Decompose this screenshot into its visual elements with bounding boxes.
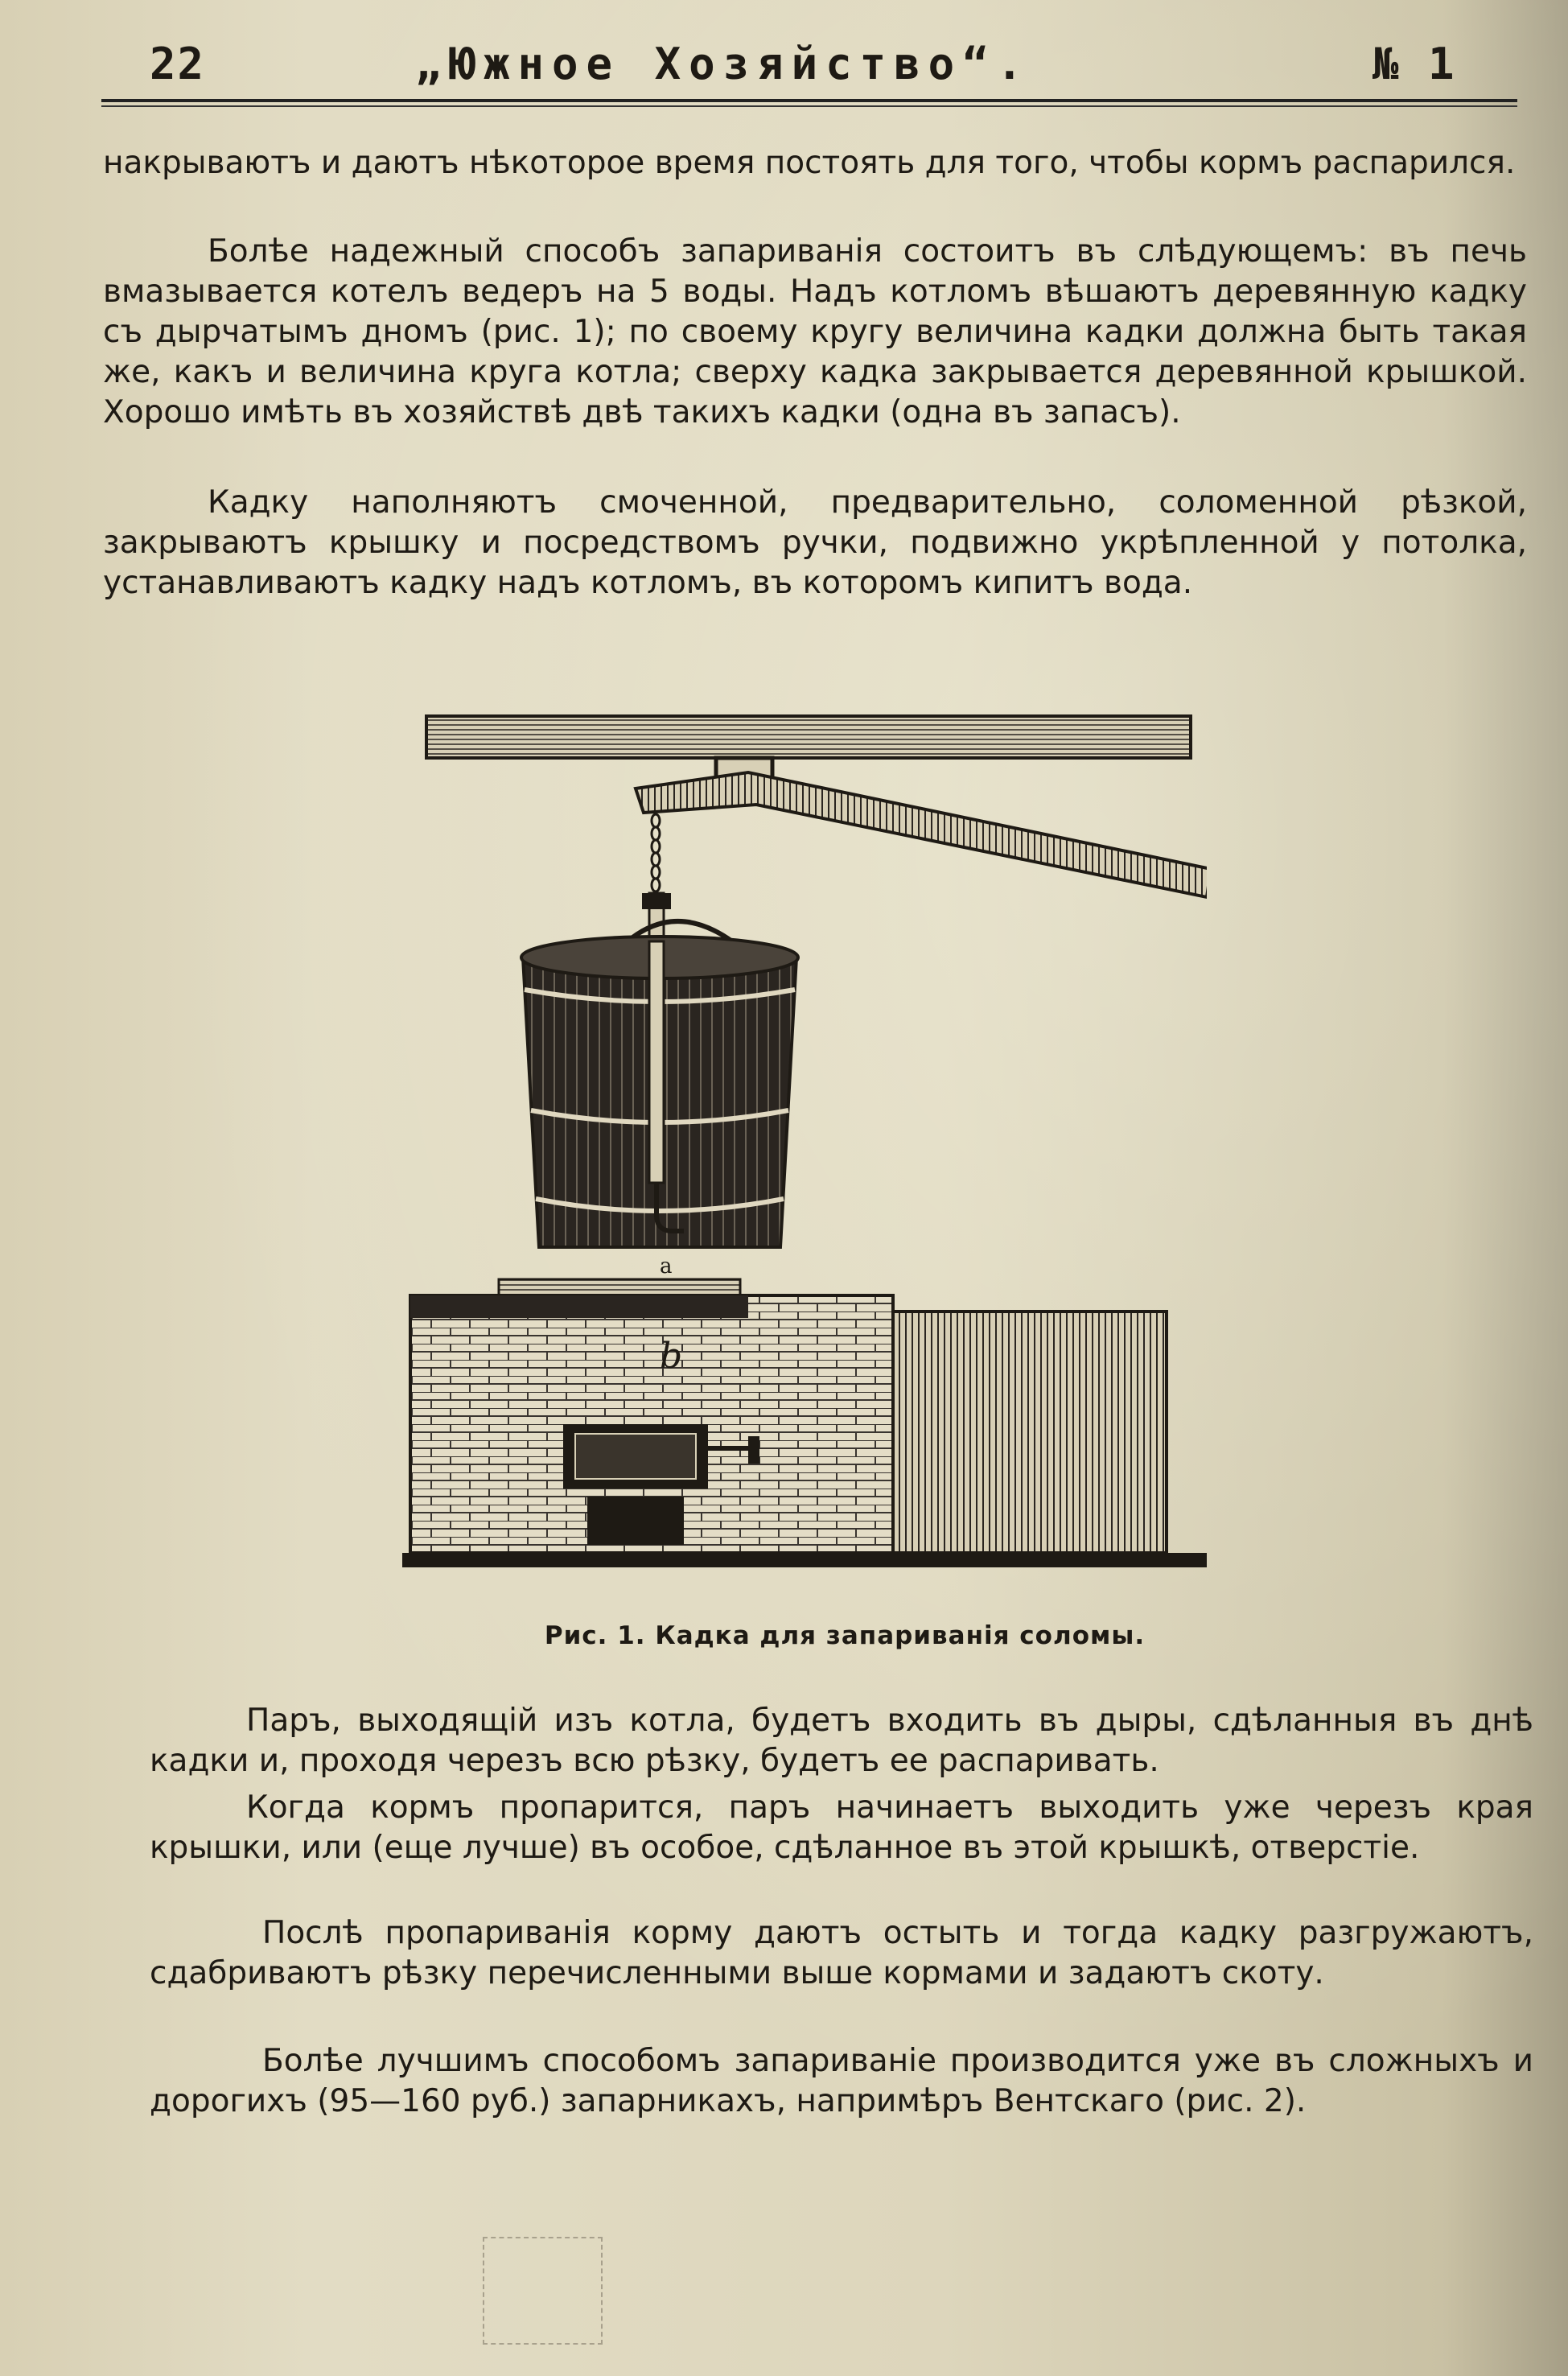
paragraph-4: Паръ, выходящій изъ котла, будетъ входить въ дыры, сдѣланныя въ днѣ кадки и, проходя черезъ всю рѣзку, будетъ ее распаривать. xyxy=(150,1703,1533,1779)
ash-pit xyxy=(587,1497,684,1545)
paragraph-6: Послѣ пропариванія корму даютъ остыть и тогда кадку разгружаютъ, сдабриваютъ рѣзку перечисленными выше кормами и задаютъ скоту. xyxy=(150,1915,1533,1991)
running-header xyxy=(101,32,1517,97)
stove-side xyxy=(893,1312,1167,1553)
stove-top-shade xyxy=(410,1295,748,1318)
journal-title: „Южное Хозяйство“. xyxy=(415,39,1031,89)
paragraph-1: накрываютъ и даютъ нѣкоторое время постоять для того, чтобы кормъ распарился. xyxy=(103,145,1516,181)
chain xyxy=(652,814,660,892)
figure-steaming-tub xyxy=(402,700,1207,1593)
floor xyxy=(402,1553,1207,1567)
issue-number: № 1 xyxy=(1373,39,1456,89)
paragraph-5: Когда кормъ пропарится, паръ начинаетъ выходить уже черезъ края крышки, или (еще лучше) въ особое, сдѣланное въ этой крышкѣ, отверстіе. xyxy=(150,1789,1533,1866)
kettle-rim xyxy=(499,1279,740,1295)
page-number: 22 xyxy=(150,39,206,89)
figure-label-b: b xyxy=(660,1336,683,1377)
paragraph-7: Болѣе лучшимъ способомъ запариваніе производится уже въ сложныхъ и дорогихъ (95—160 руб.) запарникахъ, напримѣръ Вентскаго (рис. 2). xyxy=(150,2043,1533,2119)
figure-caption: Рис. 1. Кадка для запариванія соломы. xyxy=(544,1621,1146,1650)
library-stamp xyxy=(483,2237,603,2345)
ceiling-beam xyxy=(426,716,1191,758)
header-rule-thick xyxy=(101,99,1517,102)
figure-label-a: a xyxy=(660,1254,673,1279)
paragraph-2: Болѣе надежный способъ запариванія состоитъ въ слѣдующемъ: въ печь вмазывается котелъ ведеръ на 5 воды. Надъ котломъ вѣшаютъ деревянную кадку съ дырчатымъ дномъ (рис. 1); по своему кругу величина кадки должна быть такая же, какъ и величина круга котла; сверху кадка закрывается деревянной крышкой. Хорошо имѣть въ хозяйствѣ двѣ такихъ кадки (одна въ запасъ). xyxy=(103,233,1527,430)
lever-handle xyxy=(636,772,1207,897)
paragraph-3: Кадку наполняютъ смоченной, предварительно, соломенной рѣзкой, закрываютъ крышку и посредствомъ ручки, подвижно укрѣпленной у потолка, устанавливаютъ кадку надъ котломъ, въ которомъ кипитъ вода. xyxy=(103,484,1527,601)
header-rule-thin xyxy=(101,105,1517,107)
